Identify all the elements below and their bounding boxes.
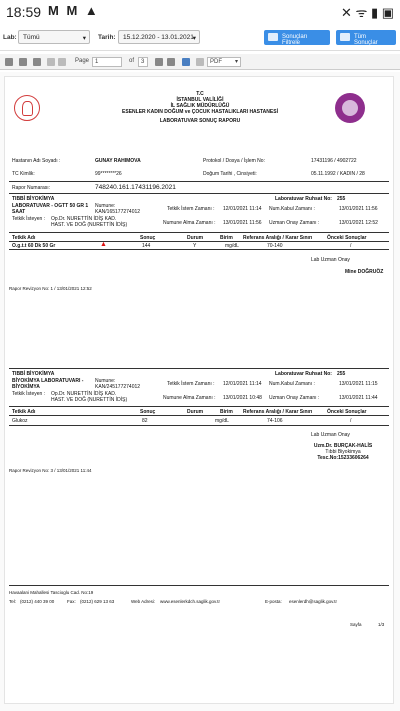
footer-tel-label: Tel: xyxy=(9,599,17,604)
status-bar xyxy=(0,0,400,24)
sample-time-label: Numune Alma Zamanı : xyxy=(163,220,216,226)
expert-approval-label: Lab Uzman Onay xyxy=(311,432,350,438)
footer-tel-value: (0212) 440 39 00 xyxy=(20,599,55,604)
system-icons: ✕ ᯤ ▮ ▣ xyxy=(340,5,394,20)
request-time-label: Tetkik İstem Zamanı : xyxy=(167,381,215,387)
sample-value: KAN/245177274012 xyxy=(95,384,141,390)
date-range-value: 15.12.2020 - 13.01.2021 xyxy=(123,34,194,41)
report-header xyxy=(85,91,315,124)
tc-value: 99********26 xyxy=(95,171,122,177)
report-title: LABORATUVAR SONUÇ RAPORU xyxy=(159,118,241,124)
result-previous: / xyxy=(350,243,352,249)
result-unit: mg/dL xyxy=(215,418,229,424)
clock: 18:59 xyxy=(6,4,42,20)
expert-name: Uzm.Dr. BURÇAK-HALİS xyxy=(313,443,373,449)
sample-label: Numune: xyxy=(95,378,116,384)
protocol-label: Protokol / Dosya / İşlem No: xyxy=(203,158,265,164)
page-number-value: 1 xyxy=(95,59,99,65)
test-group: LABORATUVAR - OGTT 50 GR 1 SAAT xyxy=(12,203,89,215)
divider xyxy=(9,241,389,242)
accept-time-label: Num.Kabul Zamanı : xyxy=(269,381,315,387)
next-page-icon[interactable] xyxy=(155,58,163,66)
format-select[interactable] xyxy=(207,57,241,67)
col-test-name: Tetkik Adı xyxy=(12,409,36,415)
col-reference: Referans Aralığı / Karar Sınırı xyxy=(243,409,313,415)
sample-time-value: 13/01/2021 11:56 xyxy=(223,220,262,226)
footer-address: Havaalani Mahallesi Tascioglu Cad. No:19 xyxy=(9,590,94,595)
report-viewer-toolbar xyxy=(0,54,400,70)
divider xyxy=(9,425,389,426)
divider xyxy=(9,415,389,416)
approve-time-value: 13/01/2021 11:44 xyxy=(339,395,378,401)
footer-web-label: Web Adresi: xyxy=(131,599,156,604)
col-status: Durum xyxy=(187,409,204,415)
col-result: Sonuç xyxy=(140,409,156,415)
footer-web-value[interactable]: www.esenlerkdch.saglik.gov.tr xyxy=(160,599,220,604)
print-icon[interactable] xyxy=(19,58,27,66)
result-test-name: O.g.t.t 60 Dk 50 Gr xyxy=(12,243,56,249)
sample-time-label: Numune Alma Zamanı : xyxy=(163,395,216,401)
chevron-down-icon: ▾ xyxy=(234,59,238,65)
result-value: 82 xyxy=(142,418,148,424)
col-previous: Önceki Sonuçlar xyxy=(327,409,367,415)
report-number-value: 748240.161.17431196.2021 xyxy=(95,184,176,191)
license-value: 255 xyxy=(337,196,346,202)
of-label: of xyxy=(129,58,135,64)
prev-page-icon[interactable] xyxy=(58,58,66,66)
export-icon[interactable] xyxy=(33,58,41,66)
divider xyxy=(9,193,389,194)
chevron-down-icon: ▾ xyxy=(82,35,86,42)
approve-time-value: 13/01/2021 12:52 xyxy=(339,220,378,226)
birth-label: Doğum Tarihi , Cinsiyeti: xyxy=(203,171,257,177)
footer-email-value[interactable]: esenlerdh@saglik.gov.tr xyxy=(289,599,338,604)
high-value-arrow-icon: ▲ xyxy=(100,241,107,248)
result-reference: 70-140 xyxy=(267,243,283,249)
license-label: Laboratuvar Ruhsat No: xyxy=(275,196,332,202)
hospital-logo xyxy=(335,93,365,123)
divider xyxy=(9,406,389,407)
health-ministry-logo xyxy=(14,95,40,121)
date-label: Tarih: xyxy=(98,34,116,41)
result-status: Y xyxy=(193,243,197,249)
filter-results-button[interactable] xyxy=(264,30,330,45)
chevron-down-icon: ▾ xyxy=(192,35,196,42)
page-label: Page xyxy=(75,58,90,64)
date-range-select[interactable] xyxy=(118,30,200,44)
format-value: PDF xyxy=(210,59,222,65)
result-test-name: Glukoz xyxy=(12,418,28,424)
filter-results-label: Sonuçları Filtrele xyxy=(282,34,308,46)
divider xyxy=(9,232,389,233)
total-pages-value: 3 xyxy=(141,59,145,65)
sample-value: KAN/165177274012 xyxy=(95,209,141,215)
filter-icon xyxy=(268,33,278,41)
license-label: Laboratuvar Ruhsat No: xyxy=(275,371,332,377)
list-icon xyxy=(340,33,350,41)
filter-toolbar xyxy=(0,25,400,51)
header-line: ESENLER KADIN DOĞUM ve ÇOCUK HASTALIKLARI HASTANESİ xyxy=(122,109,278,115)
expert-approval-label: Lab Uzman Onay xyxy=(311,257,350,263)
last-page-icon[interactable] xyxy=(167,58,175,66)
zoom-icon[interactable] xyxy=(196,58,204,66)
header-line: İSTANBUL VALİLİĞİ xyxy=(176,97,224,103)
test-group: BİYOKİMYA LABORATUVARI - BİYOKİMYA xyxy=(12,378,84,390)
sample-label: Numune: xyxy=(95,203,116,209)
accept-time-label: Num.Kabul Zamanı : xyxy=(269,206,315,212)
all-results-label: Tüm Sonuçlar xyxy=(354,34,378,46)
expert-title: Tıbbi Biyokimya xyxy=(325,449,361,455)
col-previous: Önceki Sonuçlar xyxy=(327,235,367,241)
result-value: 144 xyxy=(142,243,151,249)
col-status: Durum xyxy=(187,235,204,241)
divider xyxy=(9,249,389,250)
report-content xyxy=(0,72,400,711)
lab-label: Lab: xyxy=(3,34,17,41)
footer-fax-value: (0212) 629 13 63 xyxy=(80,599,115,604)
page-number-input[interactable] xyxy=(92,57,122,67)
footer-email-label: E-posta: xyxy=(265,599,282,604)
requester-label: Tetkik İsteyen : xyxy=(12,216,46,222)
accept-time-value: 13/01/2021 11:15 xyxy=(339,381,378,387)
lab-name: TIBBİ BİYOKİMYA xyxy=(12,196,55,202)
requester-label: Tetkik İsteyen : xyxy=(12,391,46,397)
requester-value: Op.Dr. NURETTİN İDİŞ KAD. HAST. VE DOĞ (NURETTİN İDİŞ) xyxy=(51,216,128,228)
protocol-value: 17431196 / 4902722 xyxy=(311,158,357,164)
page-counter-value: 1/3 xyxy=(378,622,385,627)
tc-label: TC Kimlik: xyxy=(12,171,35,177)
request-time-value: 12/01/2021 11:14 xyxy=(223,206,262,212)
request-time-label: Tetkik İstem Zamanı : xyxy=(167,206,215,212)
header-line: T.C xyxy=(196,91,204,97)
total-pages-box xyxy=(138,57,148,67)
pencil-icon[interactable] xyxy=(5,58,13,66)
lab-select[interactable] xyxy=(18,30,90,44)
result-previous: / xyxy=(350,418,352,424)
col-result: Sonuç xyxy=(140,235,156,241)
save-icon[interactable] xyxy=(182,58,190,66)
lab-name: TIBBİ BİYOKİMYA xyxy=(12,371,55,377)
report-page xyxy=(4,76,394,704)
result-reference: 74-106 xyxy=(267,418,283,424)
expert-name: Mine DOĞRUÖZ xyxy=(345,269,384,275)
approve-time-label: Uzman Onay Zamanı : xyxy=(269,395,320,401)
revision-info: Rapor Revizyon No: 3 / 13/01/2021 11:44 xyxy=(9,468,92,473)
notification-icons: M M ▲ xyxy=(48,3,100,18)
approve-time-label: Uzman Onay Zamanı : xyxy=(269,220,320,226)
divider xyxy=(9,585,389,586)
expert-signature-block xyxy=(301,443,385,461)
expert-registration: Tesc.No:15233606264 xyxy=(317,455,369,461)
license-value: 255 xyxy=(337,371,346,377)
result-unit: mg/dL xyxy=(225,243,239,249)
col-reference: Referans Aralığı / Karar Sınırı xyxy=(243,235,313,241)
accept-time-value: 13/01/2021 11:56 xyxy=(339,206,378,212)
report-number-label: Rapor Numarası: xyxy=(12,185,51,191)
request-time-value: 12/01/2021 11:14 xyxy=(223,381,262,387)
footer-fax-label: Fax: xyxy=(67,599,76,604)
lab-select-value: Tümü xyxy=(23,34,40,41)
first-page-icon[interactable] xyxy=(47,58,55,66)
birth-value: 05.11.1992 / KADIN / 28 xyxy=(311,171,365,177)
col-unit: Birim xyxy=(220,235,233,241)
all-results-button[interactable] xyxy=(336,30,396,45)
page-counter-label: Sayfa xyxy=(350,622,362,627)
header-line: İL SAĞLIK MÜDÜRLÜĞÜ xyxy=(170,103,230,109)
divider xyxy=(9,181,389,182)
sample-time-value: 13/01/2021 10:48 xyxy=(223,395,262,401)
patient-name-value: GUNAY RAHIMOVA xyxy=(95,158,141,164)
revision-info: Rapor Revizyon No: 1 / 13/01/2021 12:52 xyxy=(9,286,92,291)
col-test-name: Tetkik Adı xyxy=(12,235,36,241)
divider xyxy=(9,368,389,369)
col-unit: Birim xyxy=(220,409,233,415)
patient-name-label: Hastanın Adı Soyadı : xyxy=(12,158,61,164)
requester-value: Op.Dr. NURETTİN İDİŞ KAD. HAST. VE DOĞ (NURETTİN İDİŞ) xyxy=(51,391,128,403)
